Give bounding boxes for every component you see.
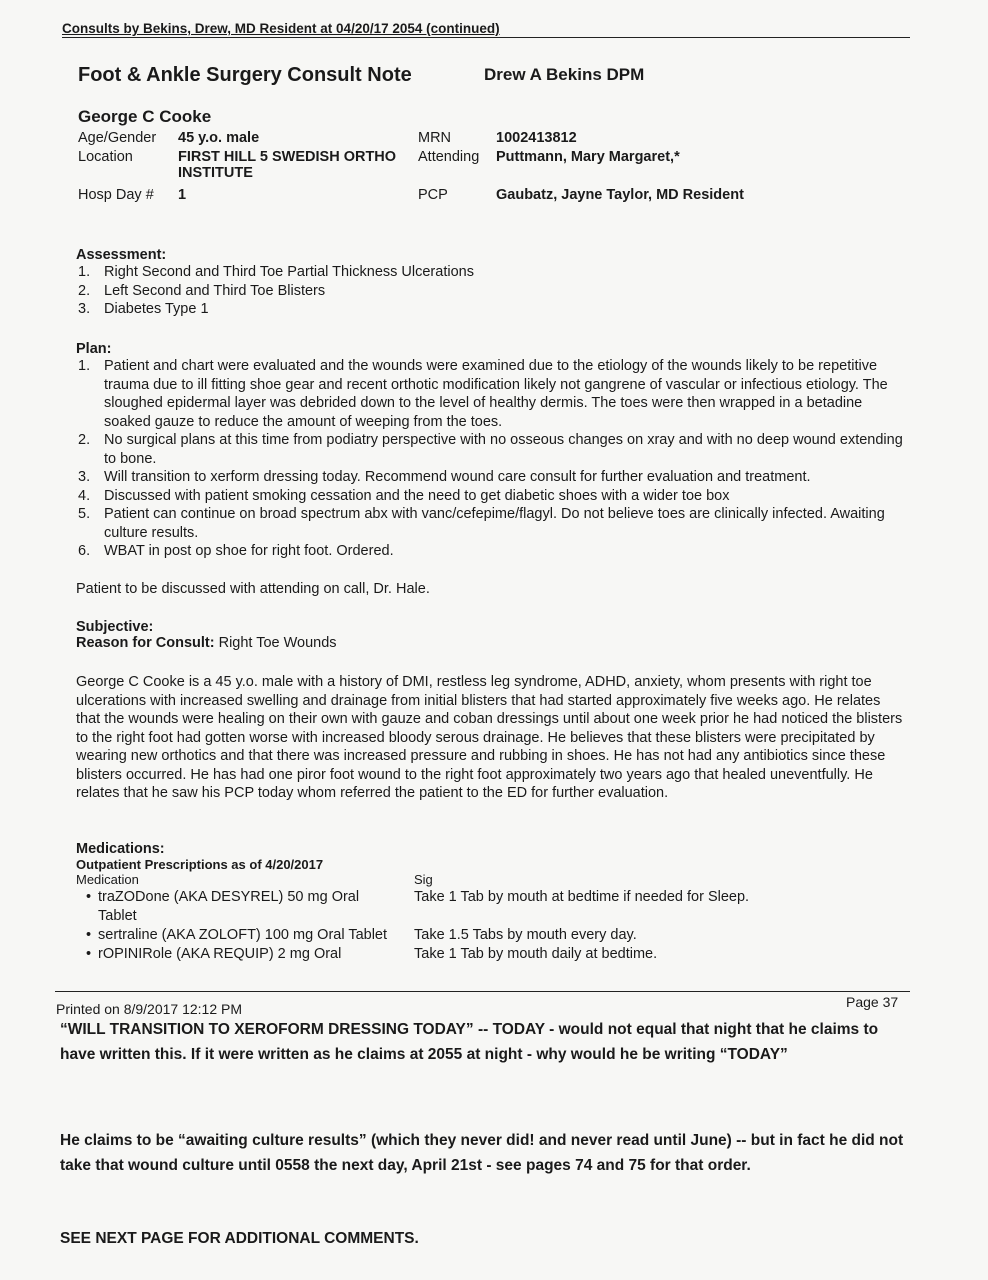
column-header-sig: Sig bbox=[414, 872, 433, 887]
info-label: Age/Gender bbox=[78, 130, 157, 146]
list-item: 6. WBAT in post op shoe for right foot. Ordered. bbox=[78, 543, 394, 559]
list-item: 2. No surgical plans at this time from podiatry perspective with no osseous changes on xray and with no deep wound extending to bone. bbox=[78, 432, 903, 467]
title-row bbox=[78, 64, 898, 87]
patient-info-table bbox=[78, 130, 898, 206]
medications-column-headers bbox=[76, 872, 908, 888]
medications-heading: Medications: bbox=[76, 841, 165, 857]
info-row bbox=[78, 187, 898, 206]
annotation-comment: “WILL TRANSITION TO XEROFORM DRESSING TODAY” -- TODAY - would not equal that night that he claims to have written this. If it were written as he claims at 2055 at night - why would he be writing “TODAY” bbox=[60, 1021, 879, 1063]
medications-section bbox=[76, 841, 908, 964]
info-value: Gaubatz, Jayne Taylor, MD Resident bbox=[496, 187, 744, 203]
list-item: 1. Right Second and Third Toe Partial Thickness Ulcerations bbox=[78, 264, 474, 280]
list-item: 3. Will transition to xerform dressing today. Recommend wound care consult for further evaluation and treatment. bbox=[78, 469, 811, 485]
info-value: 45 y.o. male bbox=[178, 130, 260, 146]
plan-list bbox=[76, 357, 908, 561]
subjective-heading: Subjective: bbox=[76, 619, 154, 635]
info-label: Location bbox=[78, 149, 133, 165]
plan-heading: Plan: bbox=[76, 341, 112, 357]
footer-divider bbox=[55, 991, 910, 992]
reason-for-consult: Reason for Consult: Right Toe Wounds bbox=[76, 635, 337, 651]
author-name: Drew A Bekins DPM bbox=[484, 65, 645, 84]
info-label: MRN bbox=[418, 130, 452, 146]
info-label: Hosp Day # bbox=[78, 187, 154, 203]
list-item: 1. Patient and chart were evaluated and the wounds were examined due to the etiology of the wounds likely to be repetitive trauma due to ill fitting shoe gear and recent orthotic modification likely not gangrene of vascular or infectious etiology. The sloughed epidermal layer was debrided down to the level of healthy dermis. The toes were then wrapped in a betadine soaked gauze to reduce the amount of weeping from the toes. bbox=[78, 358, 888, 430]
info-value: 1002413812 bbox=[496, 130, 577, 146]
medications-subheading: Outpatient Prescriptions as of 4/20/2017 bbox=[76, 857, 324, 872]
info-value: Puttmann, Mary Margaret,* bbox=[496, 149, 680, 165]
plan-section bbox=[76, 341, 908, 561]
plan-note: Patient to be discussed with attending on call, Dr. Hale. bbox=[76, 581, 430, 597]
page-header: Consults by Bekins, Drew, MD Resident at 04/20/17 2054 (continued) bbox=[62, 21, 910, 38]
info-row bbox=[78, 149, 898, 187]
info-label: Attending bbox=[418, 149, 480, 165]
patient-name: George C Cooke bbox=[78, 107, 212, 126]
medication-row: • rOPINIRole (AKA REQUIP) 2 mg Oral Take 1 Tab by mouth daily at bedtime. bbox=[76, 945, 908, 964]
column-header-medication: Medication bbox=[76, 872, 139, 887]
printed-timestamp: Printed on 8/9/2017 12:12 PM bbox=[56, 1001, 243, 1017]
info-value: 1 bbox=[178, 187, 187, 203]
list-item: 2. Left Second and Third Toe Blisters bbox=[78, 282, 326, 299]
subjective-narrative: George C Cooke is a 45 y.o. male with a history of DMI, restless leg syndrome, ADHD, anxiety, whom presents with right toe ulcerations with increased swelling and drainage from initial blisters that had started approximately five weeks ago. He relates that the wounds were healing on their own with gauze and coban dressings until about one week prior he had noticed the blisters to the right foot had gotten worse with increased bloody serous drainage. He believes that these blisters were precipitated by wearing new orthotics and that there was increased pressure and rubbing in shoes. He has not had any antibiotics since these blisters occurred. He has had one piror foot wound to the right foot approximately two years ago that healed uneventfully. He relates that he saw his PCP today whom referred the patient to the ED for further evaluation. bbox=[76, 674, 903, 801]
list-item: 5. Patient can continue on broad spectrum abx with vanc/cefepime/flagyl. Do not believe toes are clinically infected. Awaiting culture results. bbox=[78, 506, 885, 541]
info-value: FIRST HILL 5 SWEDISH ORTHO INSTITUTE bbox=[178, 149, 397, 181]
list-item: 3. Diabetes Type 1 bbox=[78, 301, 209, 317]
medication-row: • sertraline (AKA ZOLOFT) 100 mg Oral Tablet Take 1.5 Tabs by mouth every day. bbox=[76, 926, 908, 945]
subjective-section bbox=[76, 619, 908, 651]
assessment-section bbox=[76, 247, 908, 319]
medication-row: • traZODone (AKA DESYREL) 50 mg Oral Tablet Take 1 Tab by mouth at bedtime if needed for Sleep. bbox=[76, 888, 908, 926]
note-title: Foot & Ankle Surgery Consult Note bbox=[78, 64, 412, 86]
assessment-heading: Assessment: bbox=[76, 247, 167, 263]
page-number: Page 37 bbox=[846, 994, 899, 1010]
annotation-comment: SEE NEXT PAGE FOR ADDITIONAL COMMENTS. bbox=[60, 1230, 419, 1247]
info-label: PCP bbox=[418, 187, 448, 203]
list-item: 4. Discussed with patient smoking cessation and the need to get diabetic shoes with a wider toe box bbox=[78, 487, 730, 504]
info-row bbox=[78, 130, 898, 149]
annotation-comment: He claims to be “awaiting culture results” (which they never did! and never read until June) -- but in fact he did not take that wound culture until 0558 the next day, April 21st - see pages 74 and 75 for that order. bbox=[60, 1132, 904, 1174]
assessment-list bbox=[76, 263, 908, 319]
